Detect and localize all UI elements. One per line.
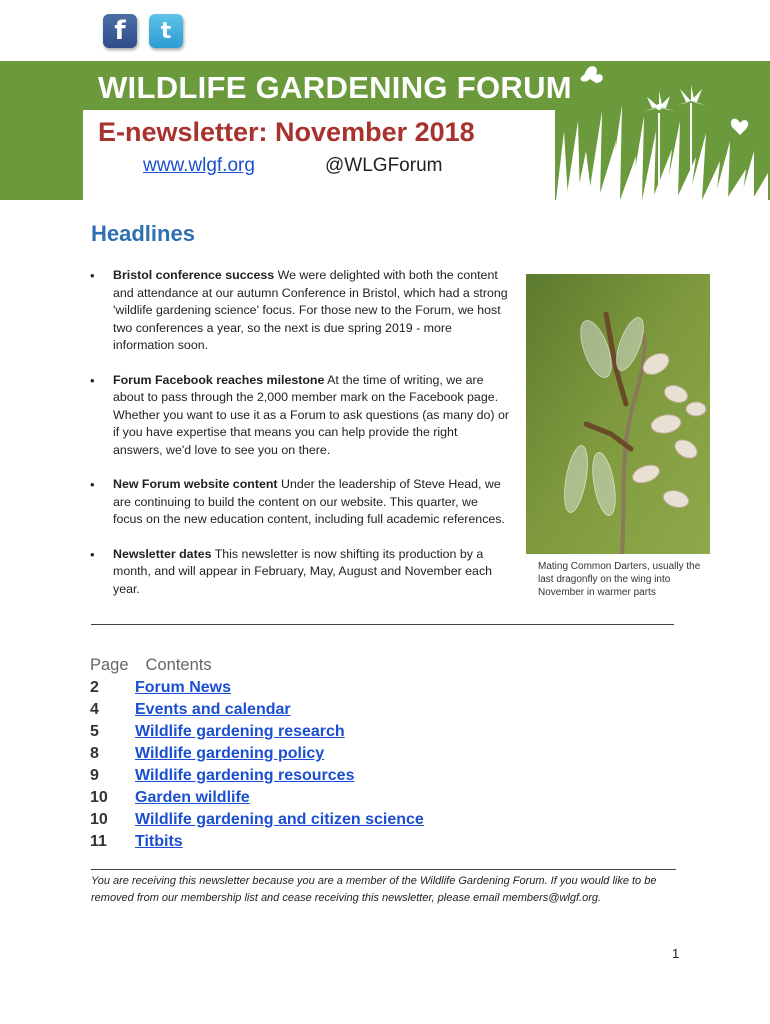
photo-caption: Mating Common Darters, usually the last dragonfly on the wing into November in warmer parts	[538, 561, 701, 598]
contents-row	[90, 787, 424, 809]
contents-row	[90, 699, 424, 721]
headline-title: New Forum website content	[113, 477, 278, 491]
headlines-heading: Headlines	[91, 221, 195, 246]
contents-row	[90, 765, 424, 787]
contents-header	[90, 656, 424, 675]
contents-page: 4	[90, 701, 99, 718]
twitter-handle: @WLGForum	[325, 155, 443, 176]
contents-page: 9	[90, 767, 99, 784]
contents-table	[90, 656, 424, 853]
headlines-list	[90, 267, 510, 615]
headline-title: Forum Facebook reaches milestone	[113, 372, 325, 387]
headline-item	[90, 546, 510, 599]
contents-link[interactable]: Wildlife gardening resources	[135, 767, 355, 784]
newsletter-edition: E-newsletter: November 2018	[98, 117, 475, 147]
page-column-label: Page	[90, 656, 129, 674]
contents-row	[90, 809, 424, 831]
headline-title: Newsletter dates	[113, 546, 212, 561]
headline-text: We were delighted with both the content and attendance at our autumn Conference in Bristol, which had a strong 'wildlife gardening science' focus. For those new to the Forum, we host two conferences a year, so the next is due spring 2019 - more information soon.	[113, 268, 508, 352]
headline-title: Bristol conference success	[113, 268, 275, 282]
facebook-icon[interactable]: f	[103, 14, 137, 48]
headline-item	[90, 267, 510, 355]
contents-page: 11	[90, 833, 107, 850]
headline-text: At the time of writing, we are about to pass through the 2,000 member mark on the Facebook page. Whether you want to use it as a Forum to ask questions (as many do) or if you have expertise that means you can help provide the right answers, we'd love to see you on there.	[113, 372, 509, 457]
contents-link[interactable]: Wildlife gardening research	[135, 723, 345, 740]
contents-link[interactable]: Forum News	[135, 679, 232, 696]
divider	[91, 624, 674, 625]
headline-text: Under the leadership of Steve Head, we are continuing to build the content on our website. This quarter, we focus on the new education content, including full academic references.	[113, 477, 505, 526]
contents-page: 2	[90, 679, 99, 696]
contents-page: 5	[90, 723, 99, 740]
contents-link[interactable]: Garden wildlife	[135, 789, 250, 806]
contents-page: 10	[90, 811, 108, 828]
headline-item	[90, 372, 510, 460]
contents-page: 8	[90, 745, 99, 762]
contents-row	[90, 743, 424, 765]
headline-item	[90, 476, 510, 529]
contents-page: 10	[90, 789, 108, 806]
social-links	[103, 14, 183, 48]
newsletter-title: WILDLIFE GARDENING FORUM	[98, 70, 572, 105]
page-number: 1	[672, 946, 680, 961]
contents-row	[90, 721, 424, 743]
headline-text: This newsletter is now shifting its production by a month, and will appear in February, May, August and November each year.	[113, 546, 493, 596]
contents-column-label: Contents	[145, 656, 212, 674]
contents-link[interactable]: Events and calendar	[135, 701, 291, 718]
contents-link[interactable]: Wildlife gardening and citizen science	[135, 811, 424, 828]
divider	[91, 869, 676, 870]
website-link[interactable]: www.wlgf.org	[143, 155, 255, 176]
dragonfly-photo	[526, 274, 710, 554]
contents-row	[90, 677, 424, 699]
contents-row	[90, 831, 424, 853]
contents-link[interactable]: Wildlife gardening policy	[135, 745, 325, 762]
unsubscribe-notice: You are receiving this newsletter because you are a member of the Wildlife Gardening Forum. If you would like to be removed from our membership list and cease receiving this newsletter, please email members@wlgf.org.	[91, 875, 657, 904]
grass-silhouette-icon	[556, 61, 770, 200]
contents-link[interactable]: Titbits	[135, 833, 183, 850]
twitter-icon[interactable]: t	[149, 14, 183, 48]
